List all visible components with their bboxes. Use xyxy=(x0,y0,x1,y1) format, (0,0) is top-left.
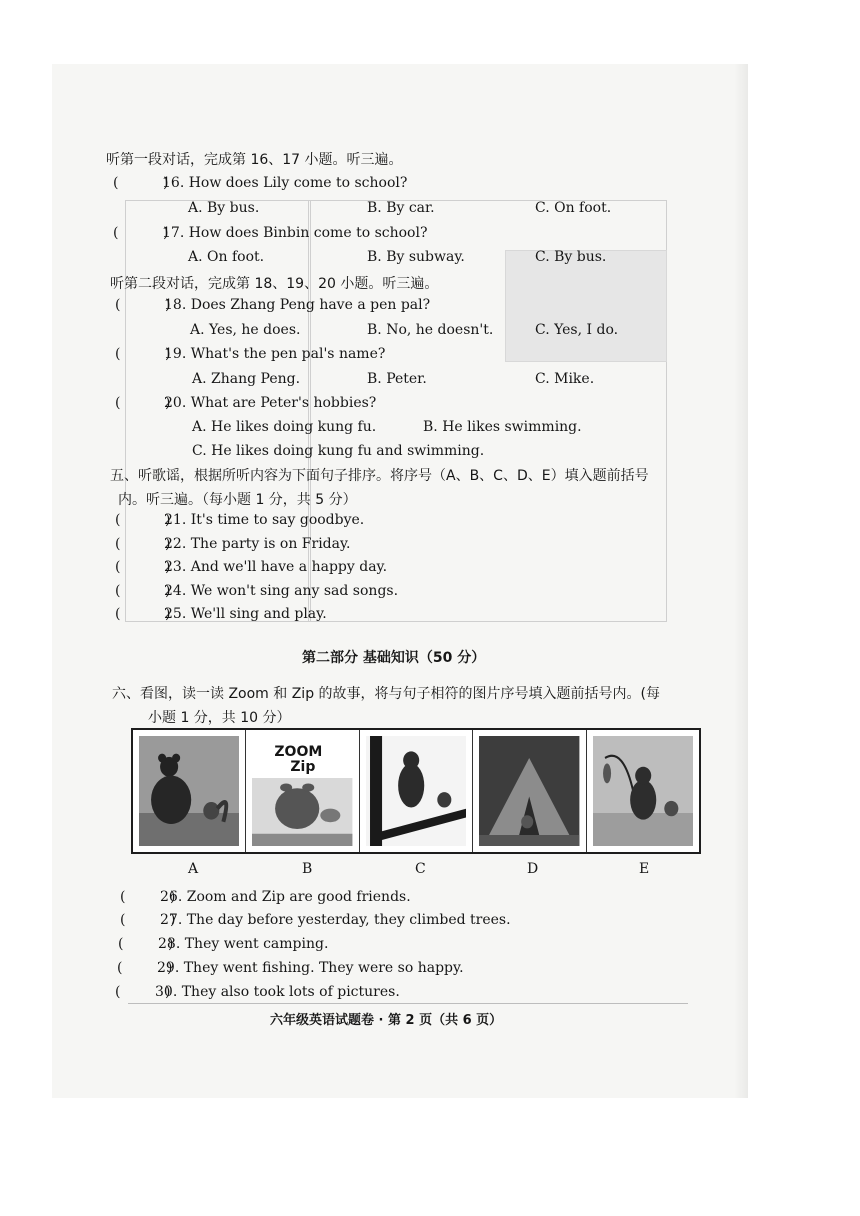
option-16c: C. On foot. xyxy=(535,200,612,216)
option-19b: B. Peter. xyxy=(367,371,427,387)
story-item-29: 29. They went fishing. They were so happy. xyxy=(157,960,464,976)
picture-a xyxy=(133,730,246,852)
section5-title-line1: 五、听歌谣，根据所听内容为下面句子排序。将序号（A、B、C、D、E）填入题前括号 xyxy=(110,468,649,484)
story-item-28: 28. They went camping. xyxy=(158,936,329,952)
answer-paren-20[interactable]: ( ) xyxy=(115,395,171,411)
answer-paren-22[interactable]: ( ) xyxy=(115,536,171,552)
answer-paren-29[interactable]: ( ) xyxy=(117,960,173,976)
answer-paren-27[interactable]: ( ) xyxy=(120,912,176,928)
bear-friends-illustration xyxy=(139,736,239,846)
option-20b: B. He likes swimming. xyxy=(423,419,582,435)
song-item-23: 23. And we'll have a happy day. xyxy=(164,559,388,575)
picture-label-c: C xyxy=(415,861,426,877)
fishing-illustration xyxy=(593,736,693,846)
zip-logo: Zip xyxy=(290,759,316,775)
picture-d xyxy=(473,730,586,852)
option-18c: C. Yes, I do. xyxy=(535,322,619,338)
answer-paren-17[interactable]: ( ) xyxy=(113,225,169,241)
picture-b xyxy=(246,730,359,852)
story-item-26: 26. Zoom and Zip are good friends. xyxy=(160,889,411,905)
option-17b: B. By subway. xyxy=(367,249,465,265)
option-16a: A. By bus. xyxy=(188,200,260,216)
answer-paren-21[interactable]: ( ) xyxy=(115,512,171,528)
picture-label-a: A xyxy=(188,861,199,877)
question-20: 20. What are Peter's hobbies? xyxy=(164,395,377,411)
question-19: 19. What's the pen pal's name? xyxy=(164,346,386,362)
camping-tent-illustration xyxy=(479,736,579,846)
question-17: 17. How does Binbin come to school? xyxy=(162,225,428,241)
picture-label-d: D xyxy=(527,861,539,877)
dialog1-instruction: 听第一段对话，完成第 16、17 小题。听三遍。 xyxy=(106,152,403,168)
song-item-21: 21. It's time to say goodbye. xyxy=(164,512,365,528)
song-item-22: 22. The party is on Friday. xyxy=(164,536,351,552)
answer-paren-23[interactable]: ( ) xyxy=(115,559,171,575)
picture-label-b: B xyxy=(302,861,313,877)
picture-c xyxy=(360,730,473,852)
option-20c: C. He likes doing kung fu and swimming. xyxy=(192,443,485,459)
picture-e xyxy=(587,730,699,852)
song-item-24: 24. We won't sing any sad songs. xyxy=(164,583,399,599)
option-19c: C. Mike. xyxy=(535,371,595,387)
question-18: 18. Does Zhang Peng have a pen pal? xyxy=(164,297,431,313)
answer-paren-30[interactable]: ( ) xyxy=(115,984,171,1000)
option-20a: A. He likes doing kung fu. xyxy=(192,419,377,435)
option-17c: C. By bus. xyxy=(535,249,607,265)
section6-title-line1: 六、看图，读一读 Zoom 和 Zip 的故事，将与句子相符的图片序号填入题前括号内。(每 xyxy=(112,686,660,702)
option-19a: A. Zhang Peng. xyxy=(192,371,301,387)
option-16b: B. By car. xyxy=(367,200,435,216)
option-17a: A. On foot. xyxy=(188,249,265,265)
climbing-tree-illustration xyxy=(366,736,466,846)
answer-paren-26[interactable]: ( ) xyxy=(120,889,176,905)
footer-rule xyxy=(128,1003,688,1004)
answer-paren-16[interactable]: ( ) xyxy=(113,175,169,191)
zoom-logo: ZOOM xyxy=(274,744,323,760)
answer-paren-24[interactable]: ( ) xyxy=(115,583,171,599)
question-16: 16. How does Lily come to school? xyxy=(162,175,408,191)
bear-squirrel-illustration xyxy=(252,778,352,846)
bleed-through-box xyxy=(505,250,667,362)
option-18a: A. Yes, he does. xyxy=(190,322,301,338)
section5-title-line2: 内。听三遍。（每小题 1 分，共 5 分） xyxy=(118,492,357,508)
answer-paren-28[interactable]: ( ) xyxy=(118,936,174,952)
page-footer: 六年级英语试题卷 · 第 2 页（共 6 页） xyxy=(270,1013,503,1028)
part2-header: 第二部分 基础知识（50 分） xyxy=(302,650,486,666)
answer-paren-19[interactable]: ( ) xyxy=(115,346,171,362)
answer-paren-18[interactable]: ( ) xyxy=(115,297,171,313)
picture-label-e: E xyxy=(639,861,650,877)
story-item-27: 27. The day before yesterday, they climbed trees. xyxy=(160,912,511,928)
song-item-25: 25. We'll sing and play. xyxy=(164,606,327,622)
story-pictures xyxy=(131,728,701,854)
section6-title-line2: 小题 1 分，共 10 分） xyxy=(148,710,291,726)
option-18b: B. No, he doesn't. xyxy=(367,322,494,338)
story-item-30: 30. They also took lots of pictures. xyxy=(155,984,400,1000)
dialog2-instruction: 听第二段对话，完成第 18、19、20 小题。听三遍。 xyxy=(110,276,439,292)
answer-paren-25[interactable]: ( ) xyxy=(115,606,171,622)
